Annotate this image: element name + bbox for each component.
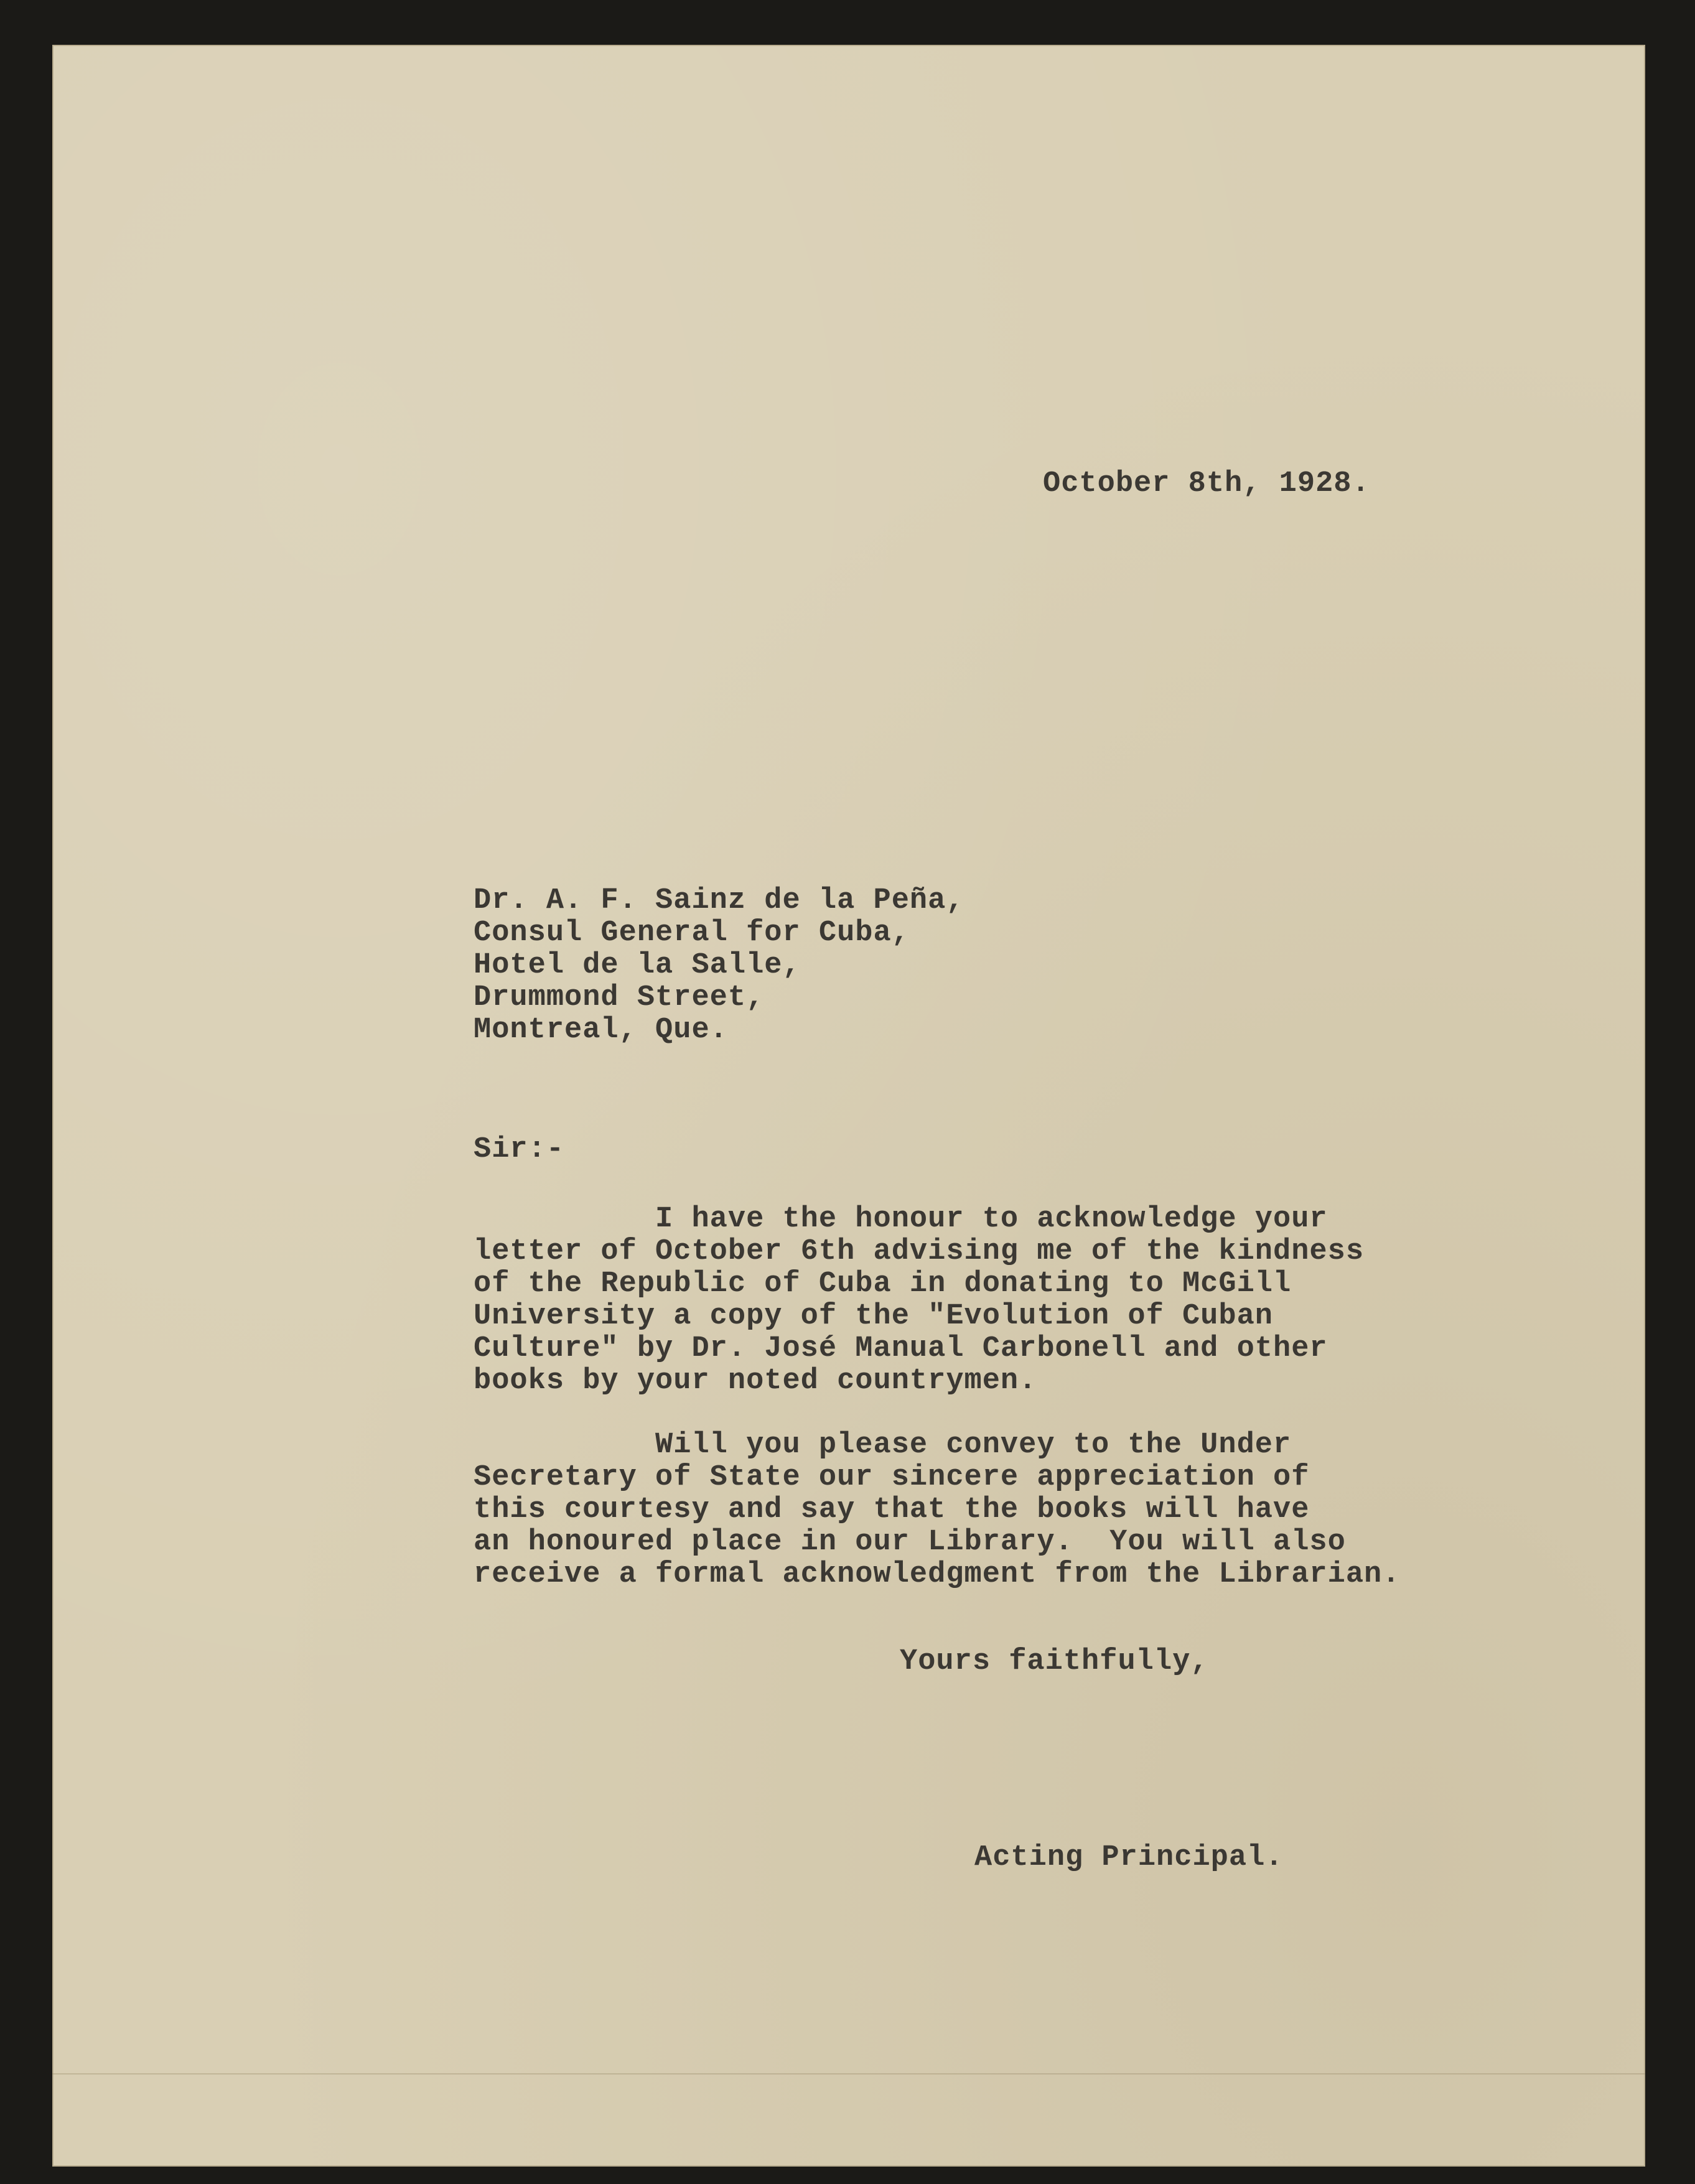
- paragraph-line: of the Republic of Cuba in donating to McGill: [474, 1267, 1292, 1300]
- paragraph-line: this courtesy and say that the books will have: [474, 1493, 1310, 1526]
- body-paragraph-2: [474, 1429, 1400, 1591]
- paragraph-line: I have the honour to acknowledge your: [474, 1203, 1328, 1236]
- paper-crease: [52, 2073, 1645, 2074]
- letter-date: October 8th, 1928.: [1043, 467, 1370, 500]
- address-line: Dr. A. F. Sainz de la Peña,: [474, 884, 964, 917]
- address-line: Drummond Street,: [474, 981, 765, 1014]
- recipient-address: [474, 885, 964, 1047]
- address-line: Hotel de la Salle,: [474, 949, 801, 982]
- paragraph-line: University a copy of the "Evolution of Cuban: [474, 1300, 1274, 1333]
- paragraph-line: books by your noted countrymen.: [474, 1365, 1037, 1398]
- salutation: Sir:-: [474, 1133, 565, 1166]
- address-line: Montreal, Que.: [474, 1014, 728, 1047]
- address-line: Consul General for Cuba,: [474, 917, 910, 950]
- paragraph-line: receive a formal acknowledgment from the Librarian.: [474, 1558, 1401, 1591]
- paragraph-line: letter of October 6th advising me of the kindness: [474, 1235, 1365, 1268]
- closing: Yours faithfully,: [900, 1645, 1209, 1678]
- paragraph-line: Secretary of State our sincere appreciation of: [474, 1461, 1310, 1494]
- paragraph-line: an honoured place in our Library. You will also: [474, 1526, 1346, 1559]
- letter-sheet: [52, 45, 1645, 2167]
- signature-title: Acting Principal.: [974, 1841, 1284, 1874]
- paragraph-line: Will you please convey to the Under: [474, 1429, 1292, 1462]
- paragraph-line: Culture" by Dr. José Manual Carbonell and other: [474, 1332, 1328, 1365]
- body-paragraph-1: [474, 1203, 1364, 1398]
